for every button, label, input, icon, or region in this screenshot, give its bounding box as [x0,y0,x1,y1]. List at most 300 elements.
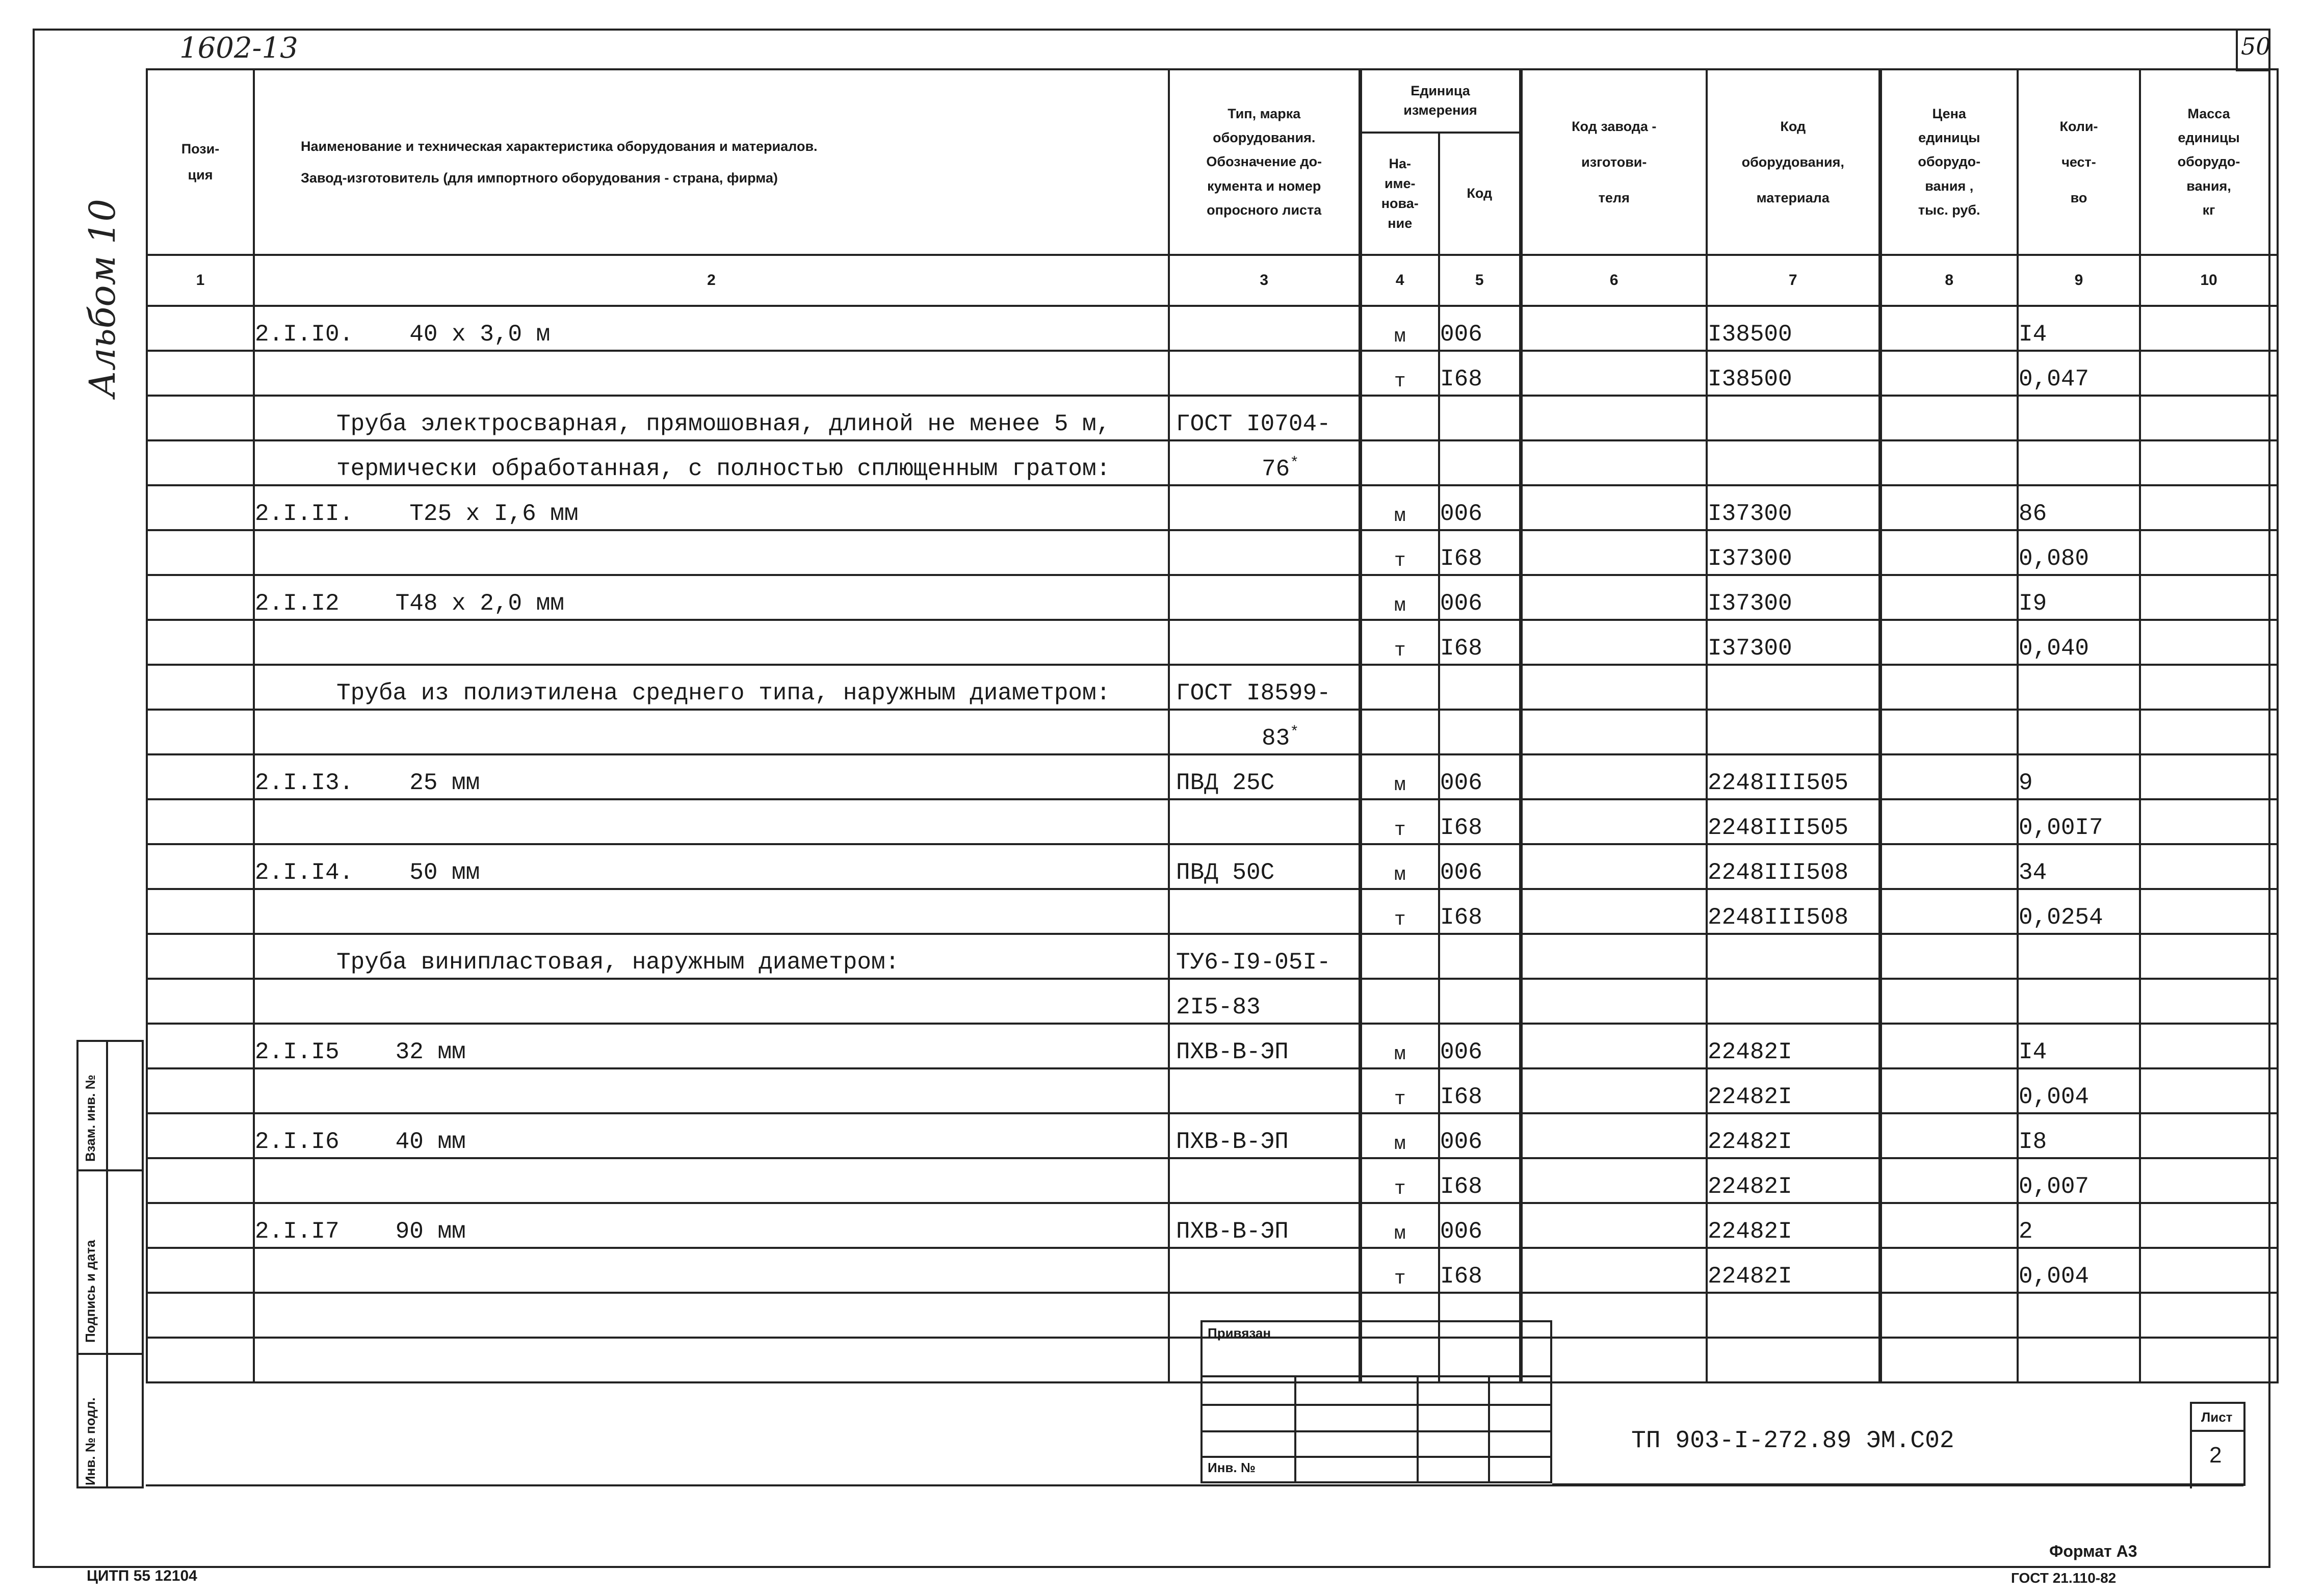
cell-unit-code: 006 [1439,1203,1521,1248]
cell-unit-code: 006 [1439,1024,1521,1068]
cell-material-code [1707,710,1880,754]
document-title: ТП 903-I-272.89 ЭМ.С02 [1631,1427,1954,1455]
cell-name [254,575,1169,620]
cell-unit-code: 006 [1439,1113,1521,1158]
cell-material-code: I38500 [1707,306,1880,351]
cell-maker-code [1521,396,1707,440]
cell-mass [2140,665,2278,710]
cell-document [1169,1068,1360,1113]
cell-mass [2140,306,2278,351]
cell-position: 2.I.I6 [255,1129,340,1155]
col-header-unit-code: Код [1439,133,1521,255]
cell-maker-code [1521,1024,1707,1068]
cell-mass [2140,844,2278,889]
cell-unit-code [1439,440,1521,485]
cell-material-code [1707,934,1880,979]
cell-unit-code: I68 [1439,889,1521,934]
cell-unit-code [1439,396,1521,440]
cell-mass [2140,1248,2278,1293]
col-header-unit-name: На- име- нова- ние [1360,133,1439,255]
table-row [147,620,2278,665]
cell-unit-name: м [1360,485,1439,530]
cell-price [1880,979,2018,1024]
cell-unit-name [1360,440,1439,485]
cell-unit-name [1360,979,1439,1024]
cell-material-code: 22482I [1707,1248,1880,1293]
footer-left-code: ЦИТП 55 12104 [87,1567,197,1584]
cell-document [1169,1158,1360,1203]
cell-maker-code [1521,1068,1707,1113]
cell-mass [2140,1068,2278,1113]
footer-gost: ГОСТ 21.110-82 [2011,1570,2117,1586]
cell-name [254,620,1169,665]
cell-price [1880,710,2018,754]
table-row [147,575,2278,620]
cell-position-col [147,1158,254,1203]
table-row [147,351,2278,396]
cell-material-code [1707,979,1880,1024]
cell-unit-code: 006 [1439,844,1521,889]
cell-position-col [147,665,254,710]
cell-mass [2140,396,2278,440]
cell-price [1880,306,2018,351]
cell-document [1169,351,1360,396]
cell-material-code: 22482I [1707,1158,1880,1203]
table-row [147,396,2278,440]
table-row [147,979,2278,1024]
col-header-material-code: Код оборудования, материала [1707,69,1880,255]
cell-document [1169,485,1360,530]
cell-unit-name: т [1360,1158,1439,1203]
cell-mass [2140,1024,2278,1068]
cell-description: Труба винипластовая, наружным диаметром: [254,934,1169,979]
cell-unit-code: 006 [1439,575,1521,620]
cell-unit-name: м [1360,1203,1439,1248]
cell-price [1880,396,2018,440]
table-row [147,1158,2278,1203]
cell-position-col [147,440,254,485]
cell-quantity: 0,080 [2018,530,2140,575]
side-stamp-inv-podl: Инв. № подл. [83,1397,98,1485]
sheet-label: Лист [2201,1409,2233,1425]
cell-mass [2140,979,2278,1024]
cell-position-col [147,844,254,889]
cell-dimension: 25 мм [409,770,480,796]
cell-mass [2140,754,2278,799]
cell-unit-code: 006 [1439,754,1521,799]
cell-quantity [2018,979,2140,1024]
cell-quantity: 0,0254 [2018,889,2140,934]
cell-position-col [147,1293,254,1338]
cell-maker-code [1521,351,1707,396]
cell-price [1880,754,2018,799]
cell-mass [2140,440,2278,485]
cell-price [1880,934,2018,979]
cell-price [1880,1338,2018,1382]
cell-document [1169,306,1360,351]
cell-unit-name: м [1360,754,1439,799]
cell-material-code [1707,1338,1880,1382]
cell-document: 2I5-83 [1169,979,1360,1024]
cell-name [254,1293,1169,1338]
cell-material-code: 2248III508 [1707,889,1880,934]
cell-material-code [1707,440,1880,485]
cell-unit-name: м [1360,844,1439,889]
cell-position-col [147,754,254,799]
cell-price [1880,889,2018,934]
cell-position-col [147,710,254,754]
cell-position-col [147,1203,254,1248]
cell-maker-code [1521,1113,1707,1158]
cell-price [1880,1158,2018,1203]
cell-position: 2.I.I3. [255,770,354,796]
cell-quantity [2018,1293,2140,1338]
cell-quantity: 0,00I7 [2018,799,2140,844]
cell-quantity: I4 [2018,306,2140,351]
cell-quantity: 0,040 [2018,620,2140,665]
cell-quantity: I9 [2018,575,2140,620]
col-header-quantity: Коли- чест- во [2018,69,2140,255]
cell-material-code [1707,1293,1880,1338]
cell-material-code: 22482I [1707,1068,1880,1113]
table-row [147,665,2278,710]
cell-dimension: 40 мм [395,1129,466,1155]
cell-maker-code [1521,979,1707,1024]
cell-document [1169,575,1360,620]
cell-price [1880,665,2018,710]
cell-material-code: I37300 [1707,530,1880,575]
table-row [147,1113,2278,1158]
cell-unit-name: т [1360,530,1439,575]
cell-unit-name: т [1360,351,1439,396]
cell-maker-code [1521,1248,1707,1293]
cell-document [1169,530,1360,575]
cell-quantity [2018,1338,2140,1382]
cell-position-col [147,396,254,440]
cell-unit-code: I68 [1439,351,1521,396]
cell-name [254,844,1169,889]
cell-quantity: 0,047 [2018,351,2140,396]
stamp-inv-no: Инв. № [1208,1460,1256,1475]
specification-table [146,68,2279,1383]
cell-maker-code [1521,306,1707,351]
cell-price [1880,1024,2018,1068]
cell-quantity: 2 [2018,1203,2140,1248]
cell-name [254,710,1169,754]
cell-position: 2.I.I7 [255,1218,340,1245]
cell-maker-code [1521,934,1707,979]
cell-dimension: 90 мм [395,1218,466,1245]
cell-maker-code [1521,799,1707,844]
col-header-mass: Масса единицы оборудо- вания, кг [2140,69,2278,255]
cell-document [1169,620,1360,665]
cell-position: 2.I.II. [255,501,354,527]
header-row [147,69,2278,133]
cell-name [254,1113,1169,1158]
cell-mass [2140,710,2278,754]
cell-unit-code [1439,979,1521,1024]
cell-name [254,799,1169,844]
cell-unit-name: м [1360,575,1439,620]
cell-document: 83* [1169,710,1360,754]
cell-mass [2140,1293,2278,1338]
table-row [147,1024,2278,1068]
cell-quantity: I4 [2018,1024,2140,1068]
cell-unit-code: I68 [1439,799,1521,844]
cell-material-code [1707,396,1880,440]
cell-unit-name: т [1360,620,1439,665]
cell-quantity [2018,934,2140,979]
table-row [147,440,2278,485]
table-body [147,306,2278,1382]
cell-position-col [147,889,254,934]
cell-mass [2140,1158,2278,1203]
cell-position-col [147,530,254,575]
table-row [147,889,2278,934]
table-row [147,1203,2278,1248]
cell-unit-name: т [1360,1248,1439,1293]
cell-price [1880,1203,2018,1248]
cell-maker-code [1521,530,1707,575]
cell-document: ГОСТ I8599- [1169,665,1360,710]
sheet-number-handwritten: 50 [2241,33,2271,60]
cell-price [1880,1068,2018,1113]
cell-name [254,1203,1169,1248]
cell-dimension: Т48 х 2,0 мм [395,590,564,617]
col-header-maker-code: Код завода - изготови- теля [1521,69,1707,255]
cell-maker-code [1521,485,1707,530]
side-stamp-podpis: Подпись и дата [83,1240,98,1343]
cell-position-col [147,1113,254,1158]
cell-material-code: 2248III505 [1707,799,1880,844]
cell-quantity: 86 [2018,485,2140,530]
cell-name [254,1338,1169,1382]
cell-maker-code [1521,620,1707,665]
cell-document [1169,1248,1360,1293]
cell-name [254,1024,1169,1068]
cell-maker-code [1521,710,1707,754]
cell-price [1880,844,2018,889]
table-row [147,799,2278,844]
cell-price [1880,1113,2018,1158]
cell-position: 2.I.I5 [255,1039,340,1065]
cell-document: ПХВ-В-ЭП [1169,1203,1360,1248]
cell-name [254,351,1169,396]
cell-quantity: 9 [2018,754,2140,799]
cell-material-code: 22482I [1707,1203,1880,1248]
sheet-number-box [2236,29,2270,71]
cell-mass [2140,799,2278,844]
col-header-price: Цена единицы оборудо- вания , тыс. руб. [1880,69,2018,255]
cell-unit-code [1439,710,1521,754]
cell-dimension: 40 х 3,0 м [409,321,551,348]
cell-name [254,530,1169,575]
table-row [147,754,2278,799]
cell-material-code: I37300 [1707,575,1880,620]
cell-document: 76* [1169,440,1360,485]
cell-document: ТУ6-I9-05I- [1169,934,1360,979]
cell-unit-code: I68 [1439,1248,1521,1293]
cell-mass [2140,575,2278,620]
doc-code-handwritten: 1602-13 [179,32,298,65]
cell-position-col [147,620,254,665]
cell-unit-name: т [1360,889,1439,934]
cell-maker-code [1521,754,1707,799]
cell-description: термически обработанная, с полностью сплющенным гратом: [254,440,1169,485]
cell-maker-code [1521,665,1707,710]
table-row [147,530,2278,575]
cell-material-code: I37300 [1707,620,1880,665]
cell-quantity: 0,004 [2018,1248,2140,1293]
cell-name [254,485,1169,530]
cell-position-col [147,1248,254,1293]
cell-name [254,306,1169,351]
cell-maker-code [1521,889,1707,934]
cell-name [254,1248,1169,1293]
cell-quantity: 0,007 [2018,1158,2140,1203]
cell-maker-code [1521,1158,1707,1203]
table-row [147,844,2278,889]
table-row [147,934,2278,979]
table-row [147,1248,2278,1293]
cell-unit-code: I68 [1439,530,1521,575]
cell-quantity: 0,004 [2018,1068,2140,1113]
cell-quantity: I8 [2018,1113,2140,1158]
cell-unit-code [1439,934,1521,979]
cell-document: ГОСТ I0704- [1169,396,1360,440]
cell-unit-name [1360,710,1439,754]
cell-unit-name: м [1360,1024,1439,1068]
binding-stamp [1200,1320,1552,1483]
cell-price [1880,1293,2018,1338]
cell-description: Труба электросварная, прямошовная, длиной не менее 5 м, [254,396,1169,440]
cell-quantity [2018,396,2140,440]
cell-position-col [147,934,254,979]
cell-unit-name: м [1360,306,1439,351]
cell-position: 2.I.I4. [255,859,354,886]
cell-unit-code: I68 [1439,1158,1521,1203]
footer-format: Формат А3 [2049,1542,2137,1560]
cell-position-col [147,575,254,620]
cell-dimension: Т25 х I,6 мм [409,501,579,527]
cell-price [1880,351,2018,396]
cell-unit-name: т [1360,799,1439,844]
cell-price [1880,440,2018,485]
col-header-unit: Единица измерения [1360,69,1521,133]
cell-price [1880,620,2018,665]
cell-position-col [147,306,254,351]
cell-unit-name [1360,934,1439,979]
cell-material-code: 2248III505 [1707,754,1880,799]
cell-unit-code: I68 [1439,1068,1521,1113]
cell-mass [2140,889,2278,934]
cell-position-col [147,1024,254,1068]
cell-price [1880,530,2018,575]
cell-mass [2140,1338,2278,1382]
cell-unit-name: т [1360,1068,1439,1113]
cell-dimension: 50 мм [409,859,480,886]
side-stamp [76,1040,144,1488]
cell-position-col [147,351,254,396]
col-header-name: Наименование и техническая характеристика оборудования и материалов. Завод-изготовитель (для импортного оборудования - страна, фирма) [254,69,1169,255]
cell-position-col [147,1338,254,1382]
cell-quantity [2018,710,2140,754]
cell-unit-code: I68 [1439,620,1521,665]
table-row [147,710,2278,754]
cell-material-code: 2248III508 [1707,844,1880,889]
table-row [147,306,2278,351]
cell-description: Труба из полиэтилена среднего типа, наружным диаметром: [254,665,1169,710]
cell-unit-name: м [1360,1113,1439,1158]
cell-document [1169,799,1360,844]
cell-material-code: 22482I [1707,1113,1880,1158]
cell-mass [2140,620,2278,665]
cell-name [254,1068,1169,1113]
cell-mass [2140,934,2278,979]
stamp-privyazan: Привязан [1208,1325,1271,1341]
column-numbers-row: 1 2 3 4 5 6 7 8 9 10 [147,255,2278,306]
cell-unit-name [1360,665,1439,710]
album-handwritten: Альбом 10 [82,199,123,398]
cell-price [1880,799,2018,844]
cell-position-col [147,799,254,844]
cell-position: 2.I.I2 [255,590,340,617]
cell-document: ПВД 50С [1169,844,1360,889]
cell-document [1169,889,1360,934]
cell-price [1880,485,2018,530]
cell-material-code: I38500 [1707,351,1880,396]
cell-name [254,1158,1169,1203]
cell-price [1880,1248,2018,1293]
cell-mass [2140,530,2278,575]
cell-quantity: 34 [2018,844,2140,889]
cell-quantity [2018,665,2140,710]
side-stamp-vzam: Взам. инв. № [83,1075,98,1162]
col-header-type: Тип, марка оборудования. Обозначение до- кумента и номер опросного листа [1169,69,1360,255]
cell-material-code [1707,665,1880,710]
cell-unit-code: 006 [1439,306,1521,351]
cell-material-code: 22482I [1707,1024,1880,1068]
col-header-position: Пози- ция [147,69,254,255]
table-row [147,1068,2278,1113]
cell-document: ПХВ-В-ЭП [1169,1113,1360,1158]
cell-mass [2140,485,2278,530]
cell-position-col [147,979,254,1024]
cell-document: ПХВ-В-ЭП [1169,1024,1360,1068]
cell-unit-name [1360,396,1439,440]
cell-name [254,979,1169,1024]
cell-maker-code [1521,440,1707,485]
cell-position-col [147,1068,254,1113]
cell-maker-code [1521,575,1707,620]
cell-mass [2140,1203,2278,1248]
cell-material-code: I37300 [1707,485,1880,530]
cell-position-col [147,485,254,530]
cell-name [254,754,1169,799]
cell-maker-code [1521,1203,1707,1248]
table-row [147,485,2278,530]
cell-mass [2140,351,2278,396]
cell-quantity [2018,440,2140,485]
cell-unit-code: 006 [1439,485,1521,530]
sheet-number: 2 [2209,1443,2222,1468]
cell-dimension: 32 мм [395,1039,466,1065]
cell-maker-code [1521,844,1707,889]
cell-mass [2140,1113,2278,1158]
cell-name [254,889,1169,934]
cell-position: 2.I.I0. [255,321,354,348]
cell-document: ПВД 25С [1169,754,1360,799]
